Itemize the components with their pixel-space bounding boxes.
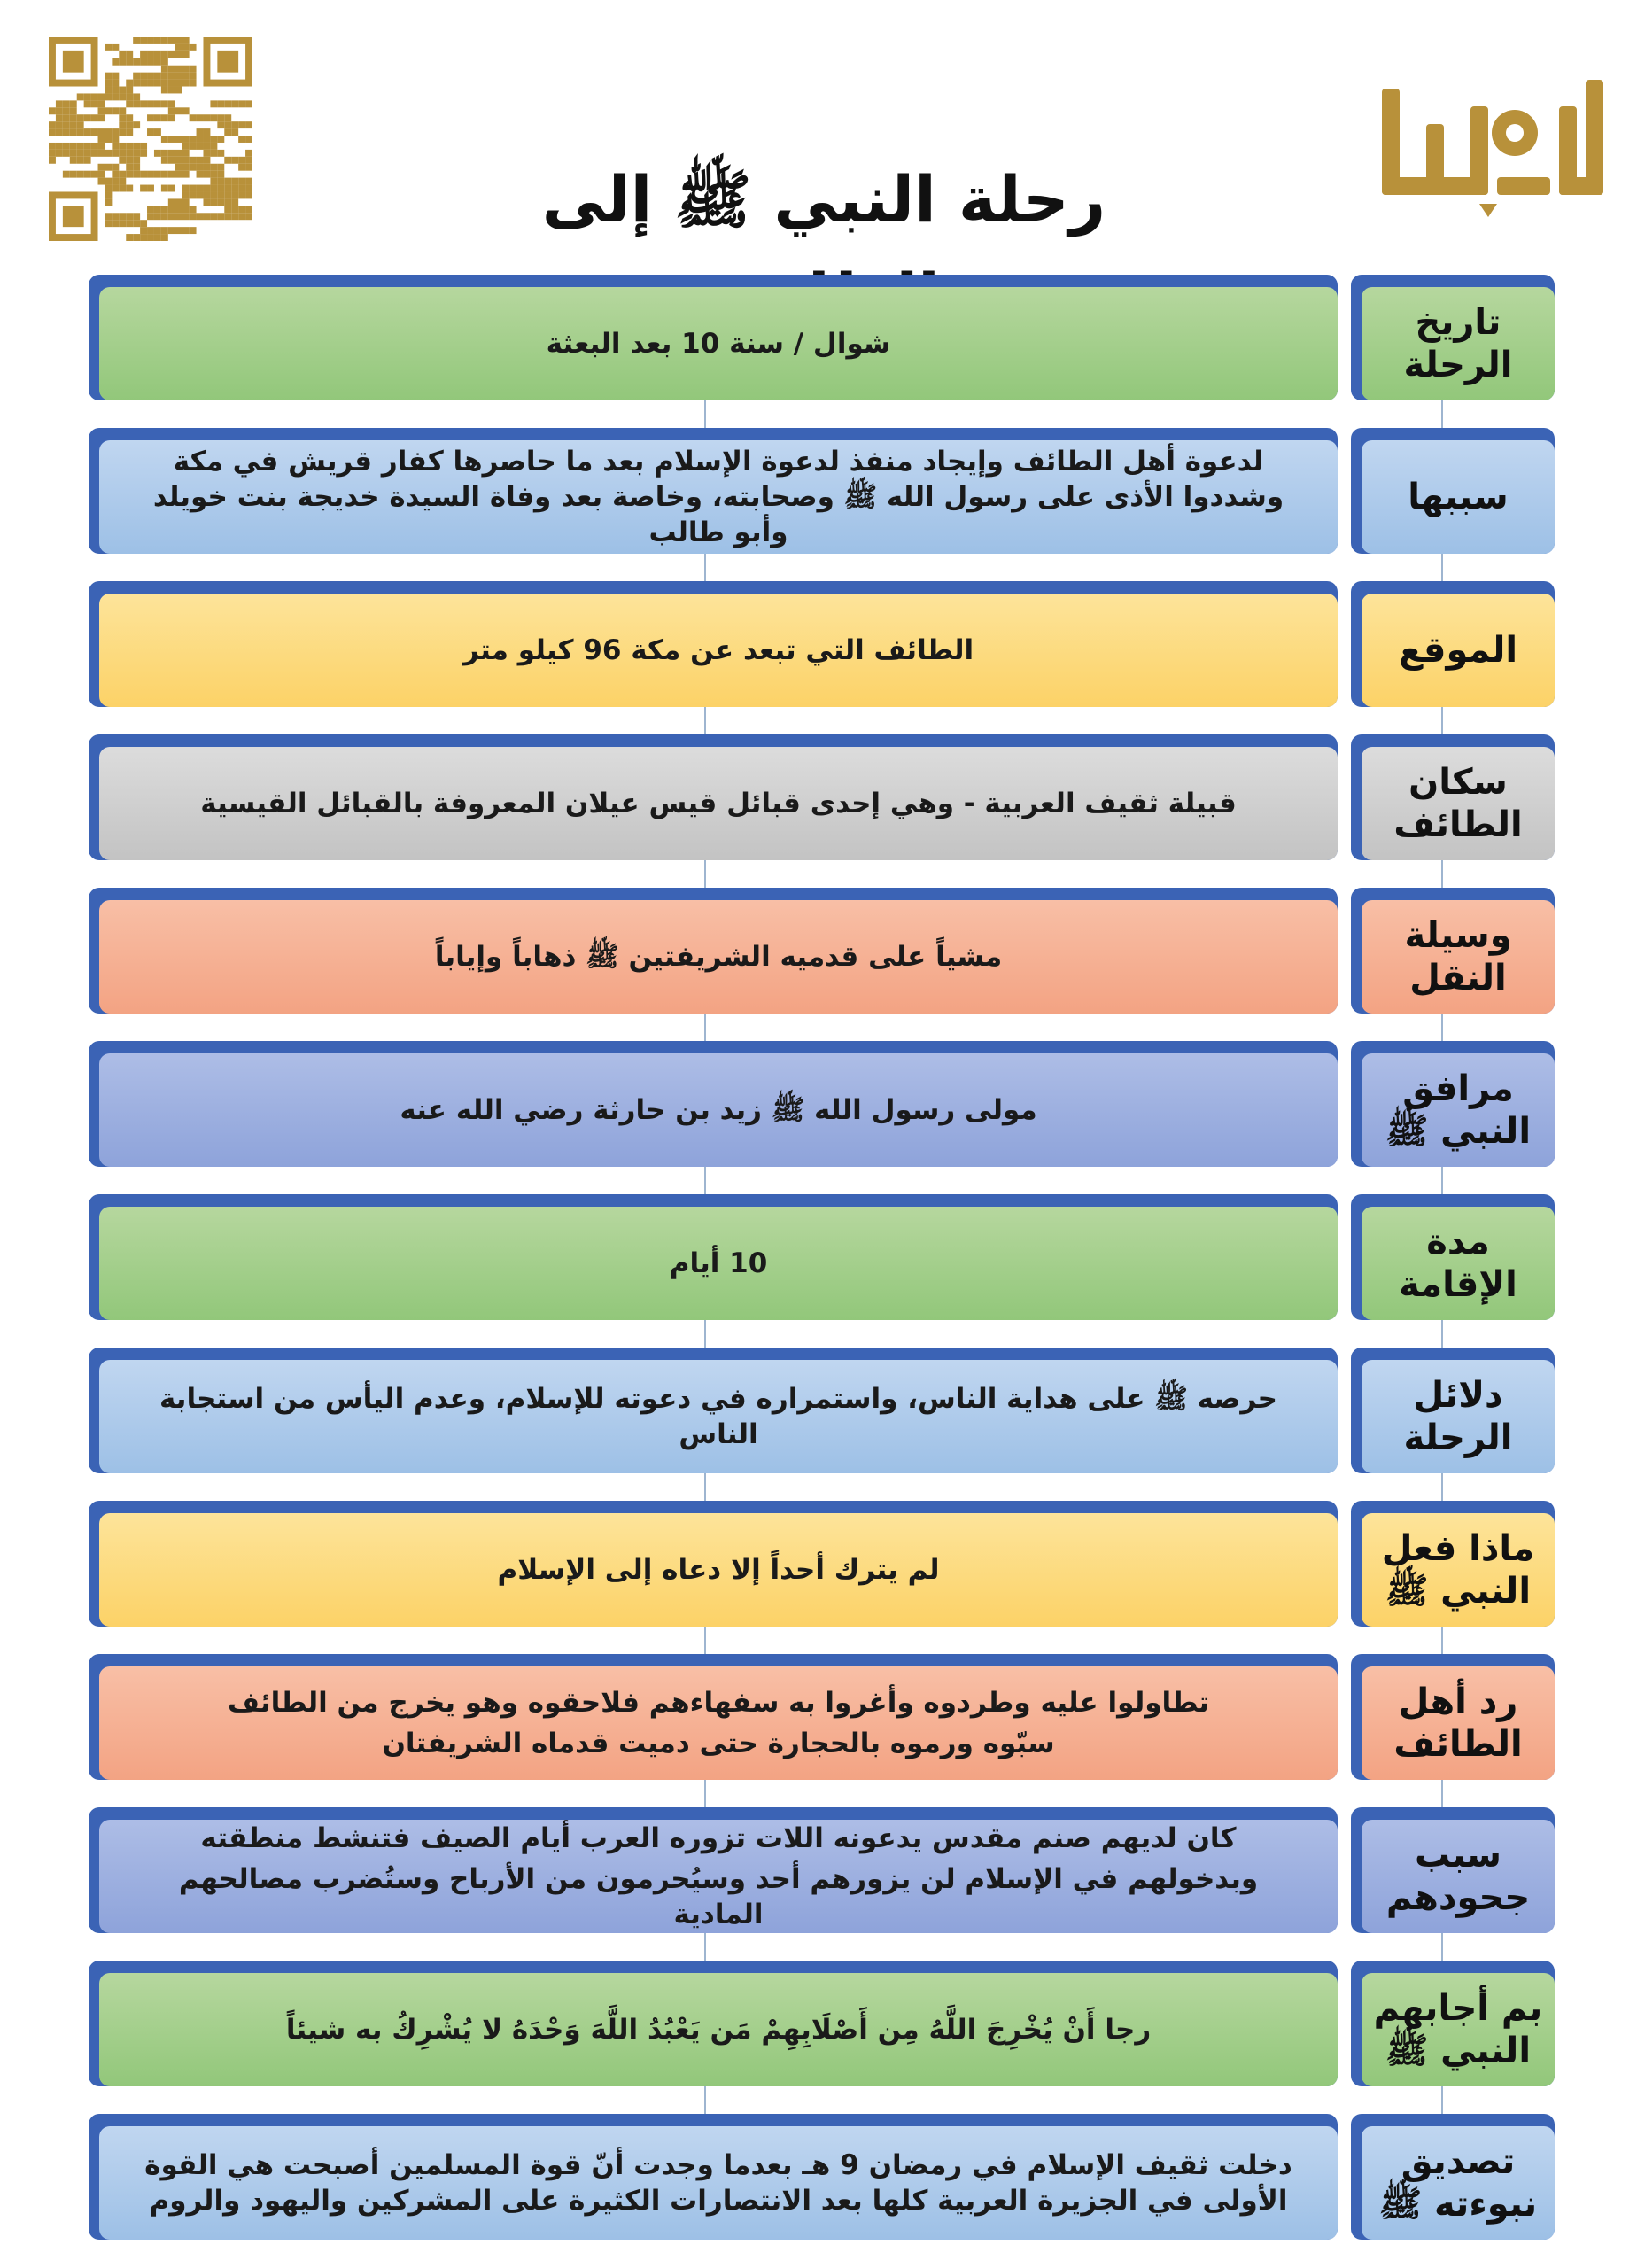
row-label-text: دلائل الرحلة	[1403, 1375, 1513, 1458]
row-label-text: تصديق نبوءته ﷺ	[1378, 2141, 1538, 2225]
row-content-text	[131, 444, 1306, 551]
row-content-text	[131, 2148, 1306, 2219]
row-content-text	[131, 1381, 1306, 1453]
info-row	[89, 428, 1559, 561]
row-content-line: شوال / سنة 10 بعد البعثة	[546, 327, 891, 360]
row-content	[99, 747, 1338, 860]
row-content	[99, 287, 1338, 400]
row-label-text: سبب جحودهم	[1385, 1835, 1531, 1918]
row-label	[1362, 1666, 1555, 1780]
row-content	[99, 1513, 1338, 1627]
row-content-line: تطاولوا عليه وطردوه وأغروا به سفهاءهم فلاحقوه وهو يخرج من الطائف	[228, 1686, 1209, 1719]
info-row	[89, 581, 1559, 714]
info-row	[89, 2114, 1559, 2247]
row-content	[99, 1820, 1338, 1933]
row-content-text	[498, 1552, 940, 1588]
row-content-text	[286, 2012, 1151, 2047]
row-content-text	[228, 1680, 1209, 1767]
info-row	[89, 275, 1559, 408]
row-content	[99, 1207, 1338, 1320]
row-label	[1362, 1820, 1555, 1933]
info-row	[89, 888, 1559, 1021]
row-content-line: سبّوه ورموه بالحجارة حتى دميت قدماه الشريفتان	[382, 1728, 1055, 1759]
row-label	[1362, 287, 1555, 400]
row-label	[1362, 1513, 1555, 1627]
info-row	[89, 734, 1559, 867]
info-row	[89, 1501, 1559, 1634]
row-content-text	[547, 326, 891, 361]
row-content-line: كان لديهم صنم مقدس يدعونه اللات تزوره العرب أيام الصيف فتنشط منطقته	[200, 1821, 1237, 1854]
info-row	[89, 1194, 1559, 1327]
row-label	[1362, 594, 1555, 707]
row-label	[1362, 1053, 1555, 1167]
row-content-line: الطائف التي تبعد عن مكة 96 كيلو متر	[462, 633, 974, 666]
row-label	[1362, 747, 1555, 860]
page-title: رحلة النبي ﷺ إلى	[541, 162, 1106, 237]
row-content-line: لدعوة أهل الطائف وإيجاد منفذ لدعوة الإسلام بعد ما حاصرها كفار قريش في مكة وشددوا الأذى على رسول الله ﷺ وصحابته، وخاصة بعد وفاة السيدة خديجة بنت خويلد وأبو طالب	[152, 445, 1284, 549]
row-content-text	[200, 786, 1237, 821]
row-label-text: الموقع	[1398, 630, 1518, 671]
row-content-text	[670, 1246, 768, 1281]
row-content	[99, 1053, 1338, 1167]
row-content-line: رجا أَنْ يُخْرِجَ اللَّهُ مِن أَصْلَابِهِمْ مَن يَعْبُدُ اللَّهَ وَحْدَهُ لا يُشْرِكُ به شيئاً	[285, 2013, 1152, 2046]
qr-code	[49, 37, 252, 241]
info-row	[89, 1961, 1559, 2093]
info-row	[89, 1041, 1559, 1174]
row-label	[1362, 1973, 1555, 2086]
row-content-text	[463, 633, 974, 668]
row-label	[1362, 900, 1555, 1014]
row-label-text: سكان الطائف	[1393, 762, 1523, 845]
row-label	[1362, 1207, 1555, 1320]
row-content-line: 10 أيام	[669, 1247, 768, 1279]
row-label-text: ماذا فعل النبي ﷺ	[1381, 1528, 1535, 1612]
row-label-text: بم أجابهم النبي ﷺ	[1373, 1988, 1543, 2071]
row-content	[99, 594, 1338, 707]
row-label-text: مدة الإقامة	[1399, 1222, 1517, 1305]
brand-logo	[1373, 71, 1612, 226]
info-row	[89, 1654, 1559, 1787]
row-content	[99, 1973, 1338, 2086]
row-content-text	[400, 1092, 1036, 1128]
row-content-line: وبدخولهم في الإسلام لن يزورهم أحد وسيُحرمون من الأرباح وستُضرب مصالحهم المادية	[178, 1862, 1259, 1931]
row-label	[1362, 440, 1555, 554]
row-content	[99, 1360, 1338, 1473]
info-row	[89, 1348, 1559, 1480]
row-content	[99, 2126, 1338, 2240]
row-content-text	[435, 939, 1002, 975]
row-content-line: دخلت ثقيف الإسلام في رمضان 9 هـ بعدما وجدت أنّ قوة المسلمين أصبحت هي القوة الأولى في الجزيرة العربية كلها بعد الانتصارات الكثيرة على المشركين واليهود والروم	[144, 2148, 1292, 2217]
row-label	[1362, 2126, 1555, 2240]
row-content	[99, 900, 1338, 1014]
row-label	[1362, 1360, 1555, 1473]
row-content	[99, 440, 1338, 554]
info-row	[89, 1807, 1559, 1940]
row-label-text: رد أهل الطائف	[1393, 1682, 1523, 1765]
row-content-line: لم يترك أحداً إلا دعاه إلى الإسلام	[497, 1553, 940, 1586]
row-label-text: تاريخ الرحلة	[1403, 302, 1513, 385]
row-content-line: مشياً على قدميه الشريفتين ﷺ ذهاباً وإياباً	[434, 940, 1003, 973]
row-label-text: مرافق النبي ﷺ	[1385, 1068, 1532, 1152]
row-content-line: حرصه ﷺ على هداية الناس، واستمراره في دعوته للإسلام، وعدم اليأس من استجابة الناس	[159, 1382, 1277, 1450]
row-content	[99, 1666, 1338, 1780]
row-label-text: وسيلة النقل	[1404, 915, 1512, 998]
row-content-line: مولى رسول الله ﷺ زيد بن حارثة رضي الله عنه	[400, 1093, 1037, 1126]
row-content-line: قبيلة ثقيف العربية - وهي إحدى قبائل قيس عيلان المعروفة بالقبائل القيسية	[200, 787, 1237, 819]
row-content-text	[131, 1815, 1306, 1938]
row-label-text: سببها	[1408, 477, 1509, 517]
